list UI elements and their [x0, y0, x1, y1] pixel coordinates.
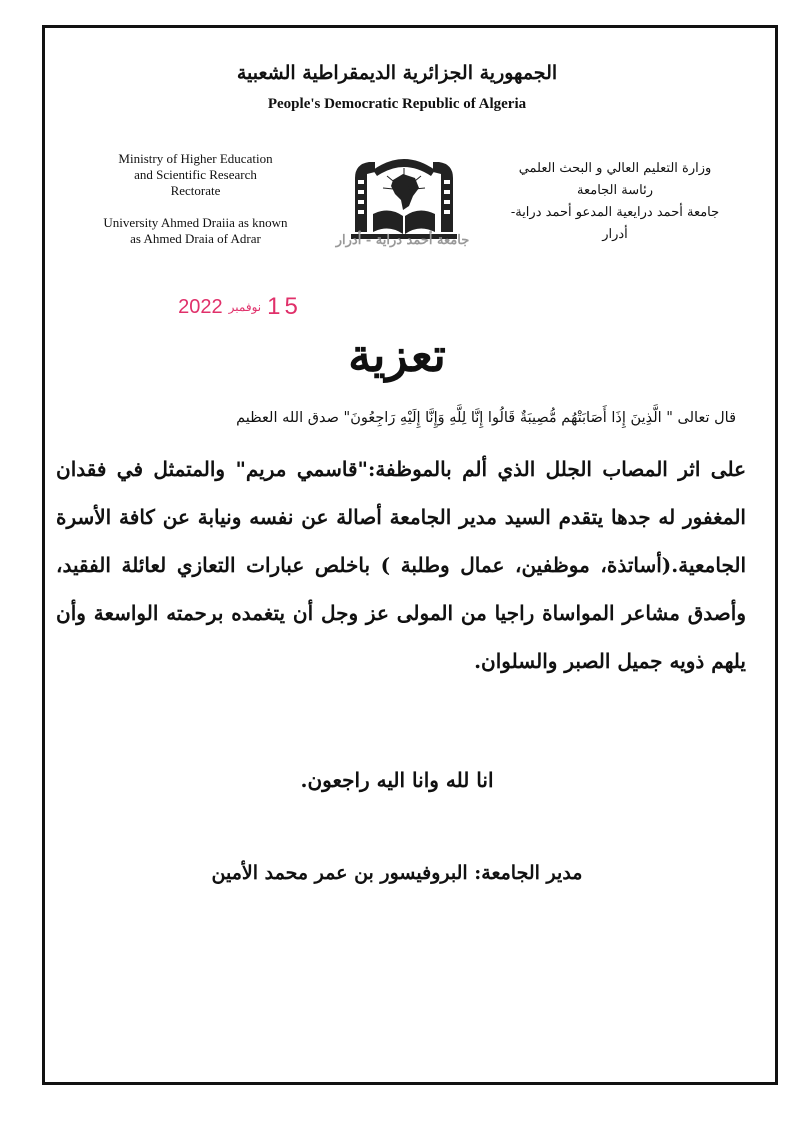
document-title: تعزية: [348, 328, 446, 382]
university-line: University Ahmed Draiia as known: [103, 215, 288, 230]
header-arabic-title: الجمهورية الجزائرية الديمقراطية الشعبية: [236, 62, 558, 84]
ministry-line-ar: وزارة التعليم العالي و البحث العلمي: [518, 161, 712, 176]
university-line-2: as Ahmed Draia of Adrar: [130, 231, 261, 246]
arabic-institution-block: [500, 158, 730, 246]
university-line-ar: جامعة أحمد درايعية المدعو أحمد دراية- أدرار: [510, 205, 720, 242]
header-english-title: People's Democratic Republic of Algeria: [267, 96, 527, 112]
logo-caption: جامعة أحمد دراية - أدرار: [335, 233, 470, 248]
condolence-body: على اثر المصاب الجلل الذي ألم بالموظفة:"قاسمي مريم" والمتمثل في فقدان المغفور له جدها يتقدم السيد مدير الجامعة أصالة عن نفسه ونيابة عن كافة الأسرة الجامعية.(أساتذة، موظفين، عمال وطلبة ) باخلص عبارات التعازي لعائلة الفقيد، وأصدق مشاعر المواساة راجيا من المولى عز وجل أن يتغمده برحمته الواسعة وأن يلهم ذويه جميل الصبر والسلوان.: [56, 457, 746, 673]
ministry-line-2: and Scientific Research: [134, 167, 257, 182]
quran-verse: قال تعالى " الَّذِينَ إِذَا أَصَابَتْهُم مُّصِيبَةٌ قَالُوا إِنَّا لِلَّهِ وَإِنَّا إِلَيْهِ رَاجِعُونَ" صدق الله العظيم: [236, 410, 736, 426]
english-institution-block: [88, 151, 303, 247]
rectorate-line-ar: رئاسة الجامعة: [577, 183, 653, 198]
stamp-month: نوفمبر: [228, 300, 262, 314]
closing-phrase: انا لله وانا اليه راجعون.: [300, 768, 494, 792]
rectorate-line: Rectorate: [170, 183, 221, 198]
signature-line: مدير الجامعة: البروفيسور بن عمر محمد الأمين: [211, 862, 583, 884]
stamp-year: 2022: [178, 295, 223, 318]
stamp-day: 15: [267, 293, 302, 320]
date-stamp: [170, 294, 310, 320]
ministry-line: Ministry of Higher Education: [118, 151, 273, 166]
